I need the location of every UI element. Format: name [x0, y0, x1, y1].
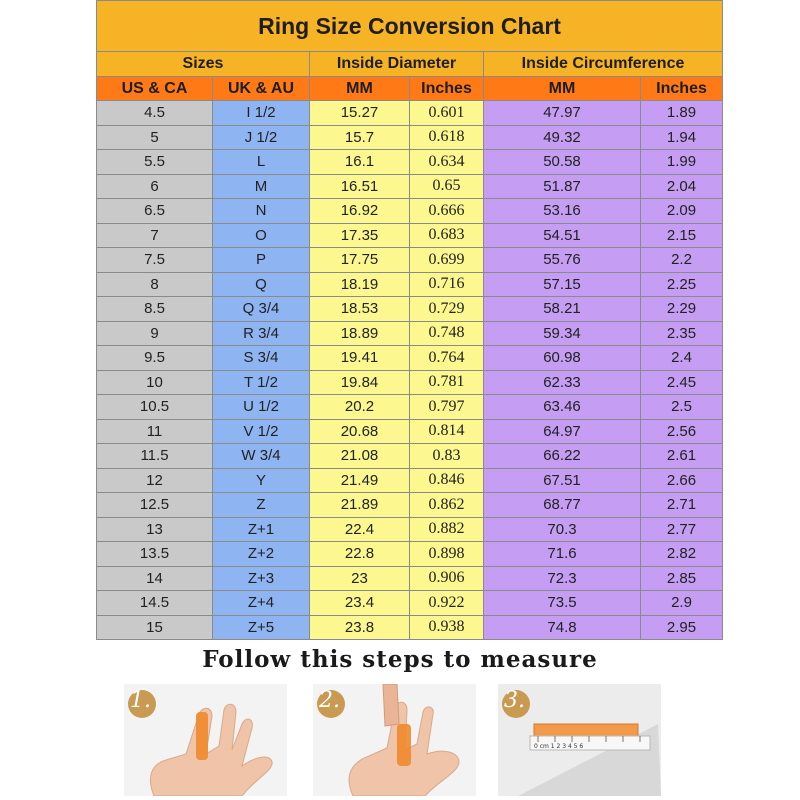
circumference-inches-cell: 2.95 [641, 615, 723, 640]
column-header-circumference-inches: Inches [641, 77, 723, 101]
diameter-mm-cell: 23 [310, 566, 410, 591]
diameter-mm-cell: 19.84 [310, 370, 410, 395]
circumference-inches-cell: 2.09 [641, 199, 723, 224]
us-ca-size-cell: 4.5 [97, 101, 213, 126]
uk-au-size-cell: U 1/2 [213, 395, 310, 420]
us-ca-size-cell: 14.5 [97, 591, 213, 616]
circumference-inches-cell: 2.9 [641, 591, 723, 616]
circumference-mm-cell: 58.21 [484, 297, 641, 322]
circumference-inches-cell: 2.45 [641, 370, 723, 395]
diameter-mm-cell: 21.89 [310, 493, 410, 518]
diameter-inches-cell: 0.898 [410, 542, 484, 567]
table-row [97, 150, 723, 175]
uk-au-size-cell: V 1/2 [213, 419, 310, 444]
uk-au-size-cell: S 3/4 [213, 346, 310, 371]
us-ca-size-cell: 13 [97, 517, 213, 542]
table-row [97, 199, 723, 224]
uk-au-size-cell: Z+5 [213, 615, 310, 640]
table-row [97, 395, 723, 420]
step-1-number: 1. [130, 688, 151, 713]
table-row [97, 223, 723, 248]
table-row [97, 174, 723, 199]
diameter-mm-cell: 20.68 [310, 419, 410, 444]
group-header-inside-circumference: Inside Circumference [484, 52, 723, 77]
us-ca-size-cell: 6 [97, 174, 213, 199]
circumference-inches-cell: 1.94 [641, 125, 723, 150]
diameter-inches-cell: 0.797 [410, 395, 484, 420]
diameter-inches-cell: 0.666 [410, 199, 484, 224]
table-row [97, 321, 723, 346]
circumference-mm-cell: 49.32 [484, 125, 641, 150]
us-ca-size-cell: 13.5 [97, 542, 213, 567]
table-row [97, 615, 723, 640]
chart-body [97, 101, 723, 640]
uk-au-size-cell: T 1/2 [213, 370, 310, 395]
diameter-inches-cell: 0.683 [410, 223, 484, 248]
diameter-mm-cell: 22.4 [310, 517, 410, 542]
diameter-inches-cell: 0.906 [410, 566, 484, 591]
us-ca-size-cell: 11 [97, 419, 213, 444]
diameter-mm-cell: 16.1 [310, 150, 410, 175]
circumference-mm-cell: 53.16 [484, 199, 641, 224]
us-ca-size-cell: 7.5 [97, 248, 213, 273]
circumference-mm-cell: 54.51 [484, 223, 641, 248]
diameter-mm-cell: 16.92 [310, 199, 410, 224]
table-row [97, 248, 723, 273]
column-header-diameter-inches: Inches [410, 77, 484, 101]
uk-au-size-cell: R 3/4 [213, 321, 310, 346]
circumference-mm-cell: 74.8 [484, 615, 641, 640]
uk-au-size-cell: W 3/4 [213, 444, 310, 469]
circumference-mm-cell: 68.77 [484, 493, 641, 518]
ruler-label: 0 cm 1 2 3 4 5 6 [534, 743, 584, 750]
table-row [97, 125, 723, 150]
circumference-inches-cell: 2.35 [641, 321, 723, 346]
diameter-inches-cell: 0.781 [410, 370, 484, 395]
us-ca-size-cell: 9.5 [97, 346, 213, 371]
table-row [97, 468, 723, 493]
circumference-mm-cell: 59.34 [484, 321, 641, 346]
diameter-inches-cell: 0.764 [410, 346, 484, 371]
circumference-mm-cell: 64.97 [484, 419, 641, 444]
circumference-mm-cell: 50.58 [484, 150, 641, 175]
circumference-mm-cell: 55.76 [484, 248, 641, 273]
circumference-mm-cell: 73.5 [484, 591, 641, 616]
uk-au-size-cell: Z+4 [213, 591, 310, 616]
table-row [97, 444, 723, 469]
us-ca-size-cell: 12.5 [97, 493, 213, 518]
circumference-mm-cell: 71.6 [484, 542, 641, 567]
us-ca-size-cell: 7 [97, 223, 213, 248]
uk-au-size-cell: L [213, 150, 310, 175]
uk-au-size-cell: N [213, 199, 310, 224]
table-row [97, 419, 723, 444]
table-row [97, 542, 723, 567]
column-header-diameter-mm: MM [310, 77, 410, 101]
table-row [97, 493, 723, 518]
diameter-inches-cell: 0.729 [410, 297, 484, 322]
steps-title: Follow this steps to measure [202, 646, 598, 673]
uk-au-size-cell: P [213, 248, 310, 273]
uk-au-size-cell: Z [213, 493, 310, 518]
table-row [97, 517, 723, 542]
circumference-inches-cell: 2.56 [641, 419, 723, 444]
table-row [97, 101, 723, 126]
diameter-inches-cell: 0.83 [410, 444, 484, 469]
us-ca-size-cell: 14 [97, 566, 213, 591]
ring-size-chart [96, 0, 723, 640]
table-row [97, 346, 723, 371]
uk-au-size-cell: Z+1 [213, 517, 310, 542]
circumference-mm-cell: 60.98 [484, 346, 641, 371]
circumference-inches-cell: 2.25 [641, 272, 723, 297]
step-2-image [313, 684, 476, 796]
column-header-circumference-mm: MM [484, 77, 641, 101]
us-ca-size-cell: 10 [97, 370, 213, 395]
chart-title: Ring Size Conversion Chart [97, 1, 723, 52]
circumference-inches-cell: 2.82 [641, 542, 723, 567]
us-ca-size-cell: 11.5 [97, 444, 213, 469]
circumference-inches-cell: 2.29 [641, 297, 723, 322]
step-3-image [498, 684, 661, 796]
diameter-inches-cell: 0.814 [410, 419, 484, 444]
diameter-mm-cell: 17.75 [310, 248, 410, 273]
circumference-inches-cell: 2.4 [641, 346, 723, 371]
diameter-mm-cell: 18.19 [310, 272, 410, 297]
diameter-inches-cell: 0.699 [410, 248, 484, 273]
us-ca-size-cell: 9 [97, 321, 213, 346]
diameter-mm-cell: 18.89 [310, 321, 410, 346]
circumference-inches-cell: 2.77 [641, 517, 723, 542]
circumference-inches-cell: 2.15 [641, 223, 723, 248]
circumference-mm-cell: 57.15 [484, 272, 641, 297]
uk-au-size-cell: I 1/2 [213, 101, 310, 126]
diameter-mm-cell: 21.08 [310, 444, 410, 469]
circumference-inches-cell: 2.04 [641, 174, 723, 199]
diameter-inches-cell: 0.882 [410, 517, 484, 542]
group-header-sizes: Sizes [97, 52, 310, 77]
diameter-mm-cell: 21.49 [310, 468, 410, 493]
uk-au-size-cell: O [213, 223, 310, 248]
uk-au-size-cell: Z+3 [213, 566, 310, 591]
circumference-inches-cell: 1.99 [641, 150, 723, 175]
circumference-inches-cell: 2.61 [641, 444, 723, 469]
diameter-mm-cell: 22.8 [310, 542, 410, 567]
circumference-inches-cell: 2.85 [641, 566, 723, 591]
us-ca-size-cell: 8.5 [97, 297, 213, 322]
uk-au-size-cell: Z+2 [213, 542, 310, 567]
diameter-mm-cell: 23.4 [310, 591, 410, 616]
table-row [97, 591, 723, 616]
diameter-inches-cell: 0.716 [410, 272, 484, 297]
column-header-uk-au: UK & AU [213, 77, 310, 101]
circumference-mm-cell: 70.3 [484, 517, 641, 542]
step-3-number: 3. [504, 688, 525, 713]
us-ca-size-cell: 5 [97, 125, 213, 150]
diameter-mm-cell: 23.8 [310, 615, 410, 640]
diameter-inches-cell: 0.618 [410, 125, 484, 150]
diameter-mm-cell: 15.27 [310, 101, 410, 126]
table-row [97, 272, 723, 297]
circumference-inches-cell: 2.2 [641, 248, 723, 273]
us-ca-size-cell: 15 [97, 615, 213, 640]
table-row [97, 566, 723, 591]
uk-au-size-cell: Q [213, 272, 310, 297]
diameter-inches-cell: 0.938 [410, 615, 484, 640]
uk-au-size-cell: M [213, 174, 310, 199]
us-ca-size-cell: 10.5 [97, 395, 213, 420]
column-header-us-ca: US & CA [97, 77, 213, 101]
table-row [97, 370, 723, 395]
diameter-mm-cell: 18.53 [310, 297, 410, 322]
circumference-mm-cell: 51.87 [484, 174, 641, 199]
circumference-mm-cell: 66.22 [484, 444, 641, 469]
circumference-mm-cell: 47.97 [484, 101, 641, 126]
circumference-mm-cell: 63.46 [484, 395, 641, 420]
diameter-inches-cell: 0.862 [410, 493, 484, 518]
diameter-mm-cell: 15.7 [310, 125, 410, 150]
circumference-inches-cell: 2.66 [641, 468, 723, 493]
uk-au-size-cell: Y [213, 468, 310, 493]
diameter-mm-cell: 19.41 [310, 346, 410, 371]
circumference-inches-cell: 2.71 [641, 493, 723, 518]
step-1-image [124, 684, 287, 796]
uk-au-size-cell: Q 3/4 [213, 297, 310, 322]
step-2-number: 2. [319, 688, 340, 713]
us-ca-size-cell: 8 [97, 272, 213, 297]
circumference-mm-cell: 62.33 [484, 370, 641, 395]
us-ca-size-cell: 12 [97, 468, 213, 493]
circumference-inches-cell: 2.5 [641, 395, 723, 420]
uk-au-size-cell: J 1/2 [213, 125, 310, 150]
table-row [97, 297, 723, 322]
diameter-inches-cell: 0.846 [410, 468, 484, 493]
us-ca-size-cell: 5.5 [97, 150, 213, 175]
diameter-inches-cell: 0.922 [410, 591, 484, 616]
circumference-mm-cell: 72.3 [484, 566, 641, 591]
diameter-inches-cell: 0.634 [410, 150, 484, 175]
us-ca-size-cell: 6.5 [97, 199, 213, 224]
diameter-mm-cell: 17.35 [310, 223, 410, 248]
diameter-inches-cell: 0.601 [410, 101, 484, 126]
circumference-mm-cell: 67.51 [484, 468, 641, 493]
diameter-inches-cell: 0.748 [410, 321, 484, 346]
diameter-mm-cell: 16.51 [310, 174, 410, 199]
circumference-inches-cell: 1.89 [641, 101, 723, 126]
group-header-inside-diameter: Inside Diameter [310, 52, 484, 77]
diameter-inches-cell: 0.65 [410, 174, 484, 199]
diameter-mm-cell: 20.2 [310, 395, 410, 420]
